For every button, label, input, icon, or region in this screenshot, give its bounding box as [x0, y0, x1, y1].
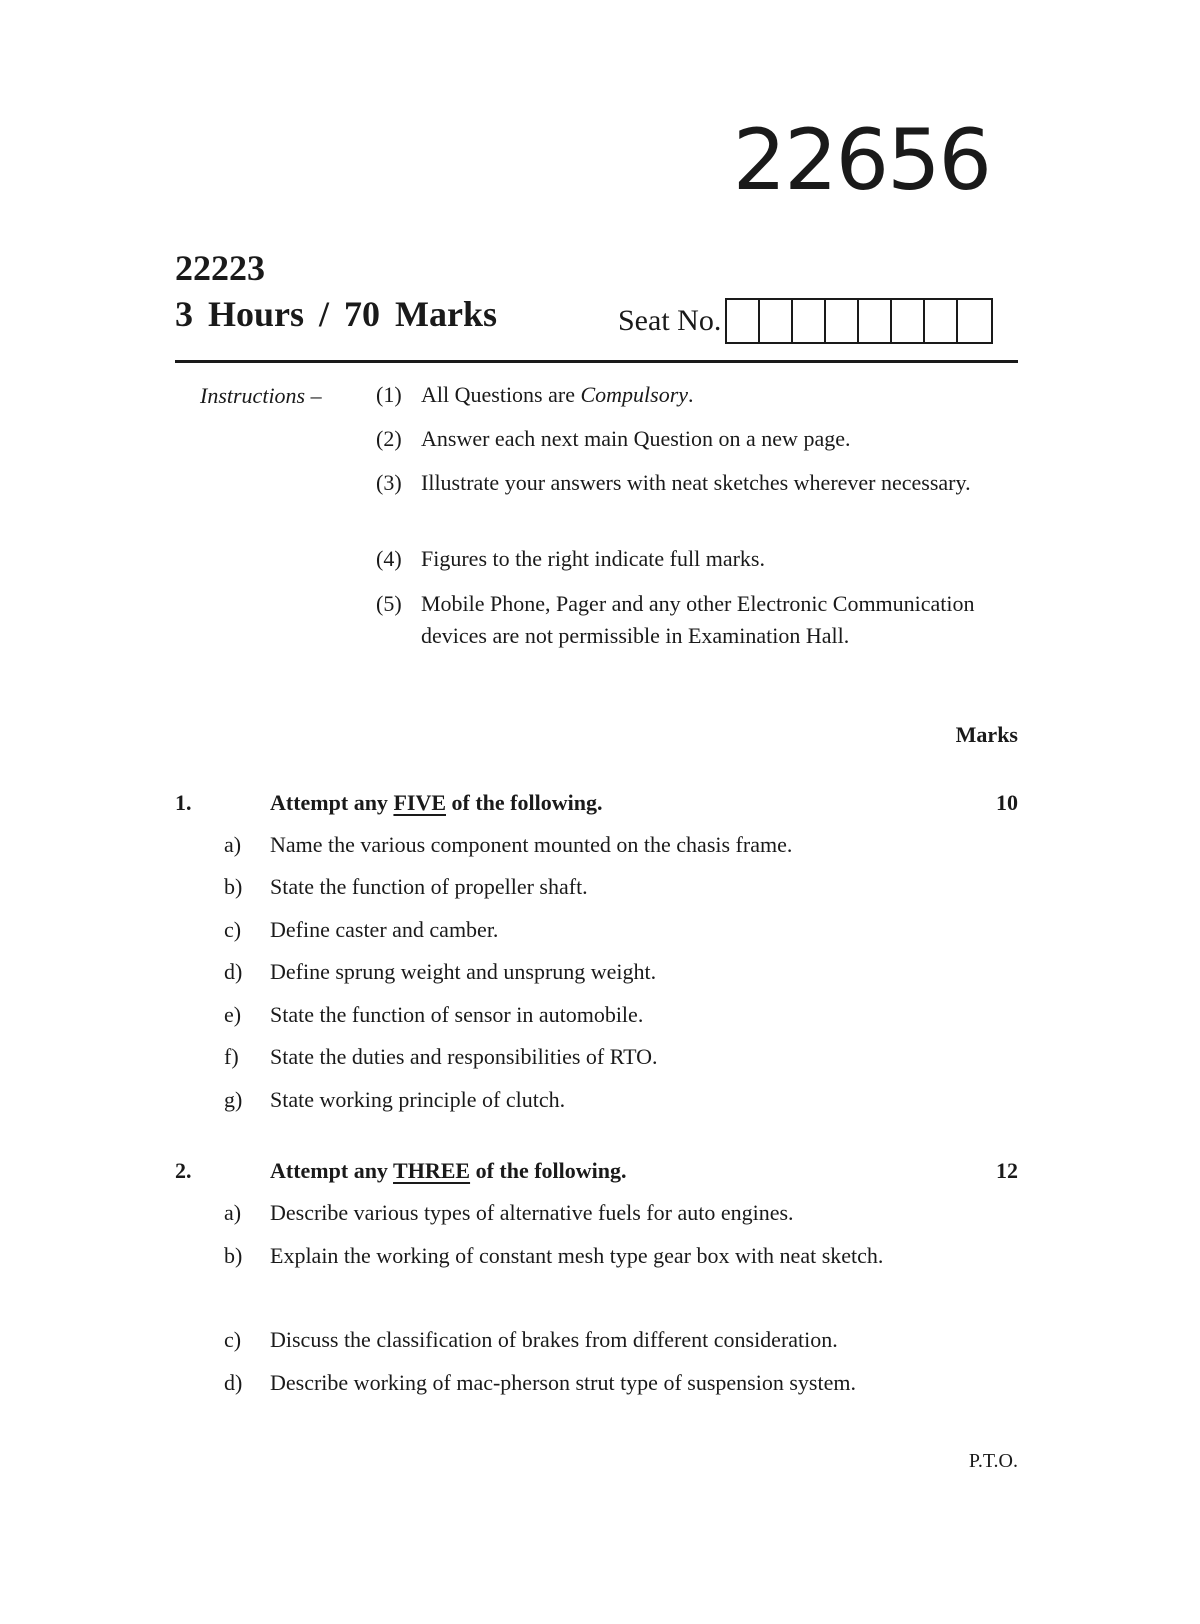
instruction-text: Answer each next main Question on a new page. [421, 426, 851, 451]
sub-question-text: State the duties and responsibilities of RTO. [270, 1044, 658, 1069]
sub-question-label: a) [224, 1200, 242, 1225]
seat-number-boxes [725, 298, 993, 344]
paper-code: 22656 [732, 111, 990, 209]
sub-question-text: Describe various types of alternative fuels for auto engines. [270, 1200, 794, 1225]
instruction-text-emphasis: Compulsory [580, 382, 689, 407]
question-marks: 10 [996, 790, 1018, 815]
question-text [270, 1158, 958, 1184]
question-text-underlined: THREE [393, 1158, 471, 1183]
sub-question [224, 1324, 969, 1356]
seat-box [892, 300, 925, 342]
sub-question-text: State working principle of clutch. [270, 1087, 566, 1112]
sub-question [224, 956, 969, 988]
sub-question-label: b) [224, 1243, 243, 1268]
sub-question-label: g) [224, 1087, 243, 1112]
sub-question-label: d) [224, 959, 243, 984]
sub-question-label: c) [224, 1327, 242, 1352]
header-divider [175, 360, 1018, 363]
question-text-part: Attempt any [270, 790, 394, 815]
instructions-label: Instructions – [200, 383, 322, 408]
sub-question-label: e) [224, 1002, 242, 1027]
seat-box [958, 300, 991, 342]
sub-question [224, 871, 969, 903]
instruction-text [421, 379, 996, 411]
instruction-text-part: All Questions are [421, 382, 581, 407]
question-number: 2. [175, 1158, 192, 1183]
sub-question-text: Define caster and camber. [270, 917, 499, 942]
sub-question [224, 1041, 969, 1073]
instruction-number: (2) [376, 426, 402, 451]
sub-question-text: Define sprung weight and unsprung weight. [270, 959, 657, 984]
sub-question-text: Describe working of mac-pherson strut type of suspension system. [270, 1370, 856, 1395]
instruction-item [376, 588, 996, 652]
instruction-item [376, 467, 996, 499]
question-text [270, 790, 958, 816]
question-text-part: Attempt any [270, 1158, 394, 1183]
sub-question-text: State the function of propeller shaft. [270, 874, 588, 899]
instruction-text-part: . [688, 382, 694, 407]
seat-box [859, 300, 892, 342]
sub-question-label: b) [224, 874, 243, 899]
question-text-underlined: FIVE [393, 790, 446, 815]
question-heading [175, 790, 1018, 816]
question-text-part: of the following. [470, 1158, 627, 1183]
sub-question [224, 914, 969, 946]
sub-question-label: c) [224, 917, 242, 942]
sub-question-label: a) [224, 832, 242, 857]
question-heading [175, 1158, 1018, 1184]
sub-question-text: State the function of sensor in automobile. [270, 1002, 644, 1027]
sub-question-text: Name the various component mounted on the chasis frame. [270, 832, 793, 857]
question-marks: 12 [996, 1158, 1018, 1183]
duration-marks: 3 Hours / 70 Marks [175, 294, 498, 334]
seat-number-block [618, 298, 993, 344]
instruction-text: Figures to the right indicate full marks. [421, 546, 765, 571]
instruction-number: (3) [376, 470, 402, 495]
sub-question-text: Discuss the classification of brakes from different consideration. [270, 1327, 838, 1352]
seat-label: Seat No. [618, 304, 722, 337]
seat-box [925, 300, 958, 342]
sub-question [224, 1084, 969, 1116]
marks-heading: Marks [955, 722, 1018, 747]
seat-box [826, 300, 859, 342]
instruction-number: (1) [376, 382, 402, 407]
sub-question-text: Explain the working of constant mesh type gear box with neat sketch. [270, 1243, 884, 1268]
subject-code: 22223 [175, 248, 265, 288]
instruction-item [376, 423, 996, 455]
instruction-item [376, 543, 996, 575]
sub-question [224, 829, 969, 861]
seat-box [727, 300, 760, 342]
instruction-number: (5) [376, 591, 402, 616]
instruction-text: Illustrate your answers with neat sketches wherever necessary. [421, 470, 971, 495]
instruction-number: (4) [376, 546, 402, 571]
sub-question-label: f) [224, 1044, 239, 1069]
question-number: 1. [175, 790, 192, 815]
page-turn-over-note: P.T.O. [968, 1450, 1018, 1472]
seat-box [760, 300, 793, 342]
seat-box [793, 300, 826, 342]
sub-question [224, 1367, 969, 1399]
sub-question [224, 999, 969, 1031]
question-text-part: of the following. [446, 790, 603, 815]
instruction-text: Mobile Phone, Pager and any other Electronic Communication devices are not permissible in Examination Hall. [421, 591, 975, 648]
instruction-item [376, 379, 996, 411]
sub-question [224, 1197, 969, 1229]
sub-question [224, 1240, 969, 1272]
sub-question-label: d) [224, 1370, 243, 1395]
